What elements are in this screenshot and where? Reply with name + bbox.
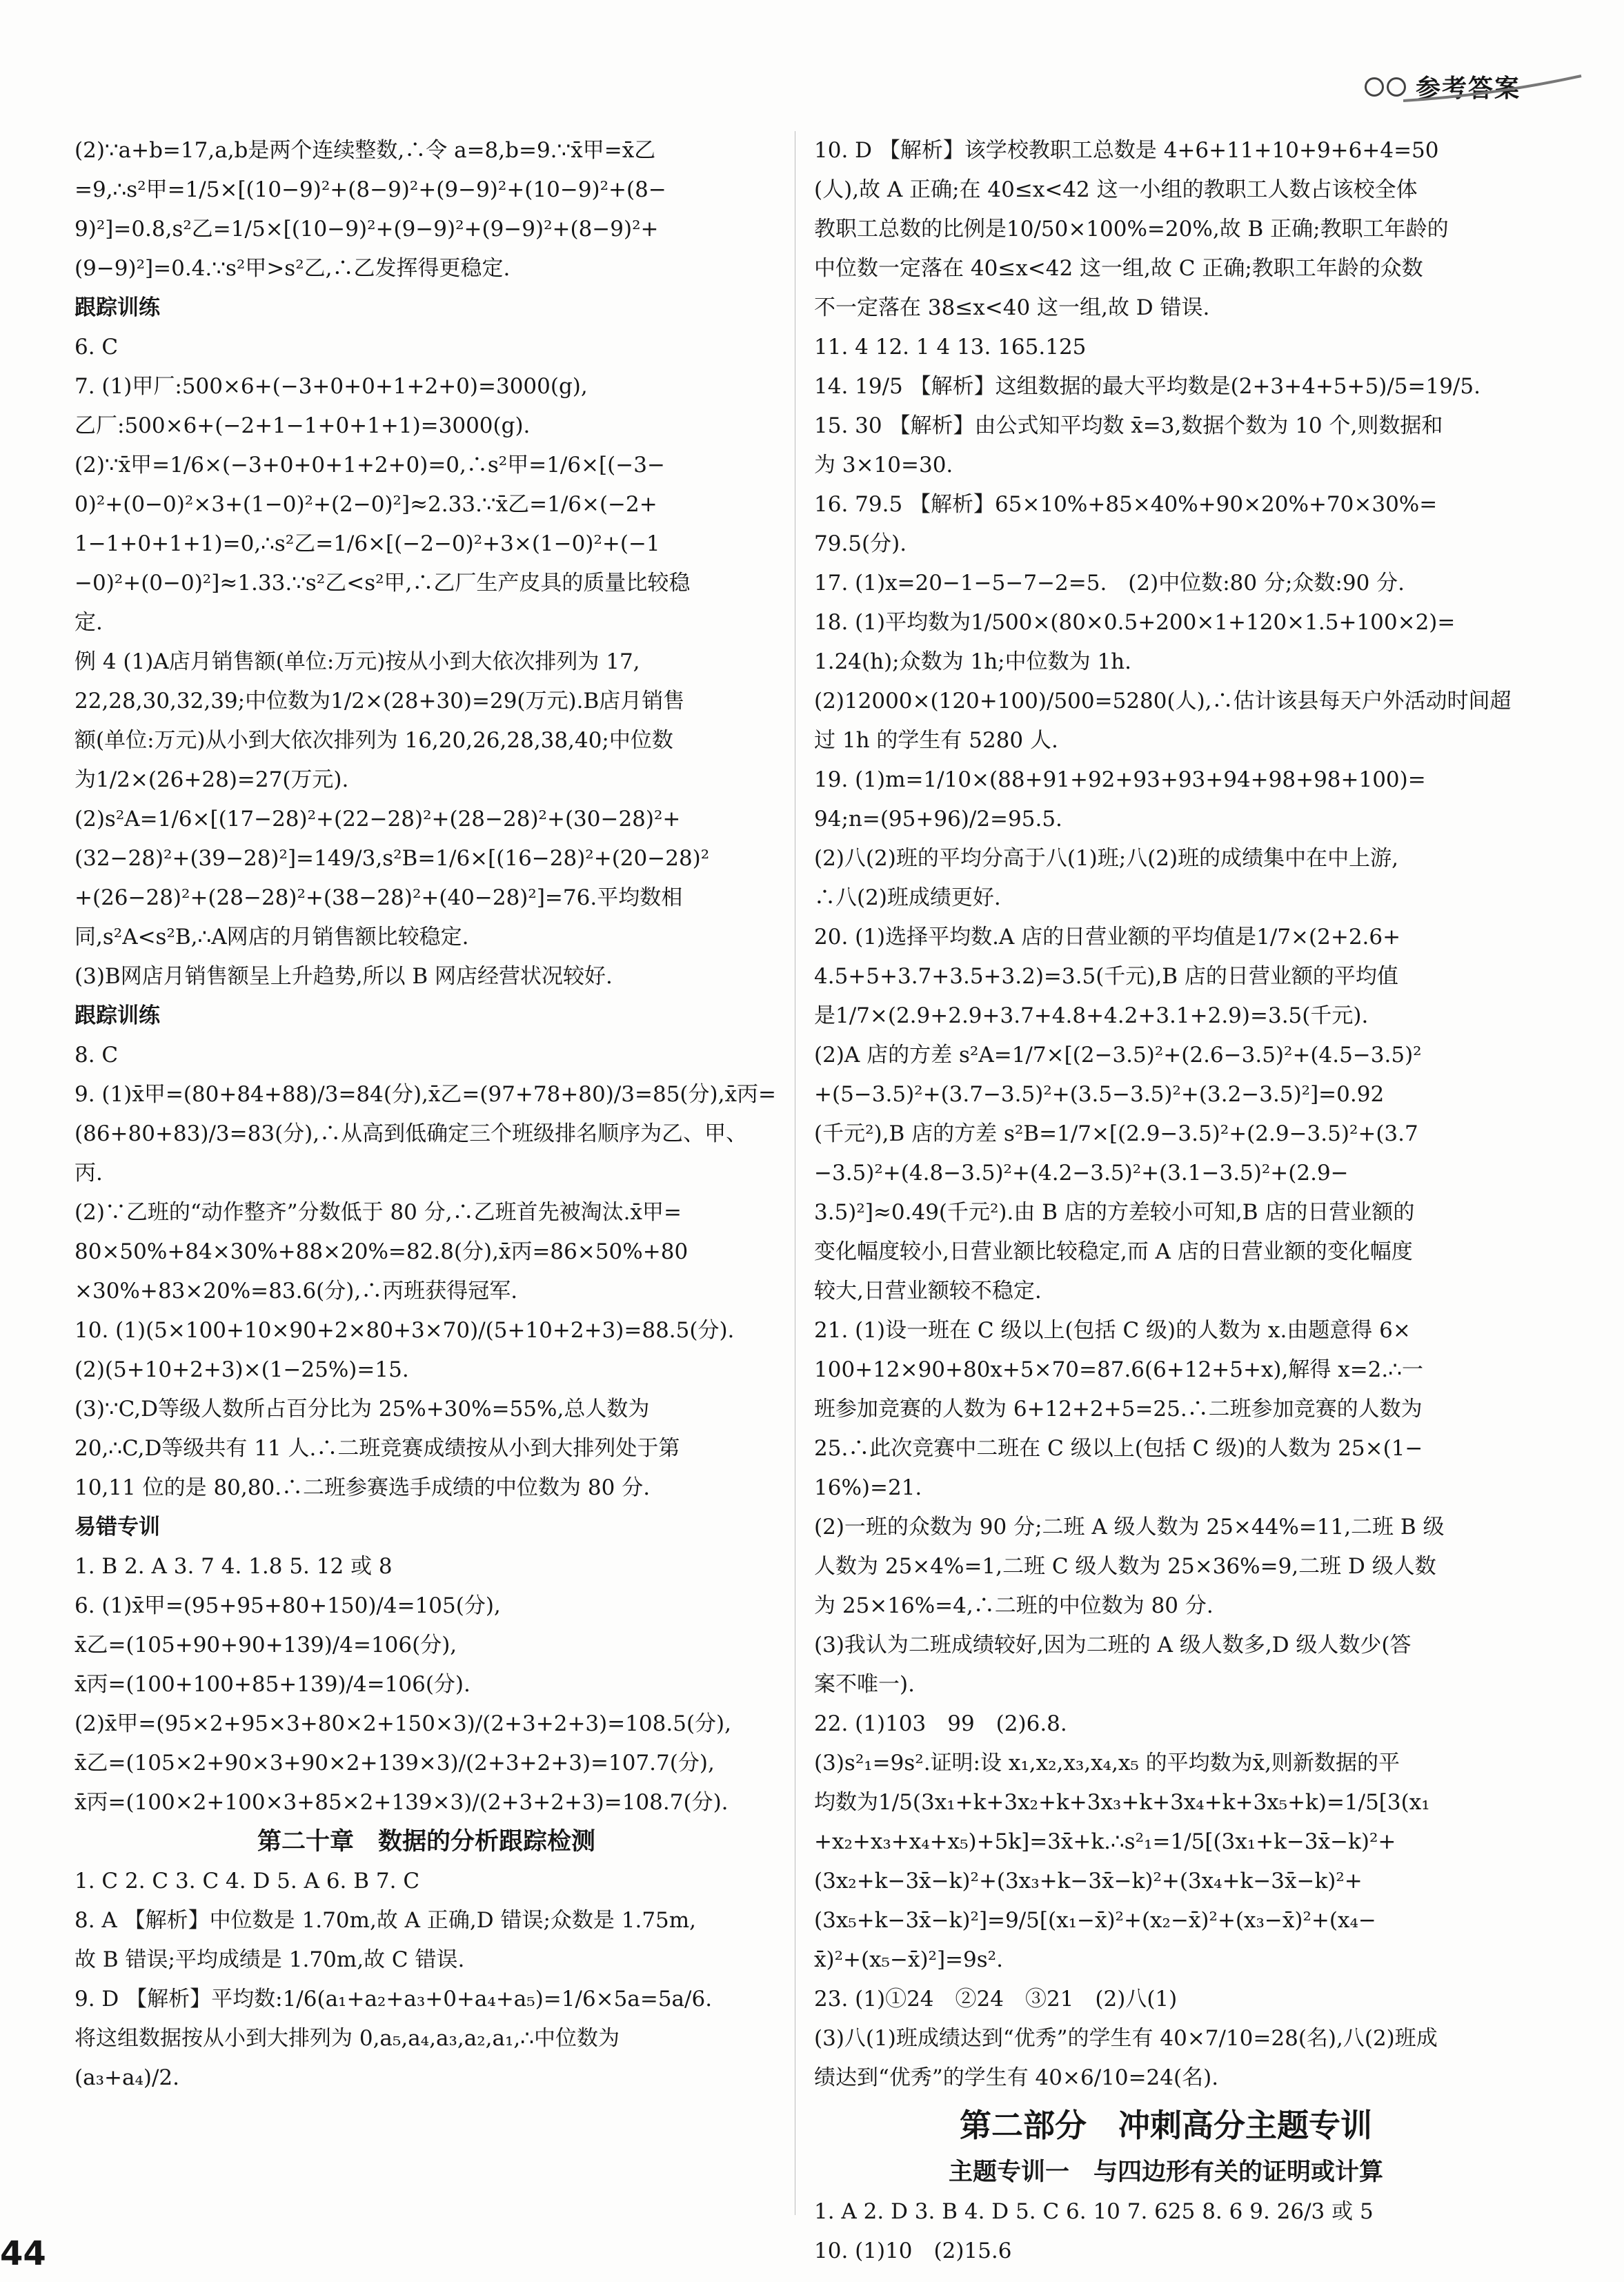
answer-line: 例 4 (1)A店月销售额(单位:万元)按从小到大依次排列为 17, bbox=[75, 649, 640, 674]
answer-line: 额(单位:万元)从小到大依次排列为 16,20,26,28,38,40;中位数 bbox=[75, 728, 673, 753]
answer-line: 第二部分 冲刺高分主题专训 bbox=[960, 2107, 1372, 2144]
left-column bbox=[75, 131, 778, 2098]
answer-line: 中位数一定落在 40≤x<42 这一组,故 C 正确;教职工年龄的众数 bbox=[814, 256, 1423, 281]
answer-line: x̄)²+(x₅−x̄)²]=9s². bbox=[814, 1947, 1003, 1972]
answer-line: 跟踪训练 bbox=[75, 295, 160, 320]
decorative-circles-icon bbox=[1365, 77, 1406, 97]
answer-line: 丙. bbox=[75, 1161, 103, 1186]
answer-line: 25.∴此次竞赛中二班在 C 级以上(包括 C 级)的人数为 25×(1− bbox=[814, 1436, 1423, 1461]
answer-line: 100+12×90+80x+5×70=87.6(6+12+5+x),解得 x=2.∴一 bbox=[814, 1357, 1423, 1382]
decorative-swoosh-icon bbox=[1403, 75, 1583, 102]
answer-line: +(5−3.5)²+(3.7−3.5)²+(3.5−3.5)²+(3.2−3.5)²]=0.92 bbox=[814, 1082, 1385, 1107]
answer-line: 20,∴C,D等级共有 11 人.∴二班竞赛成绩按从小到大排列处于第 bbox=[75, 1436, 680, 1461]
answer-line: 15. 30 【解析】由公式知平均数 x̄=3,数据个数为 10 个,则数据和 bbox=[814, 413, 1443, 438]
answer-line: 21. (1)设一班在 C 级以上(包括 C 级)的人数为 x.由题意得 6× bbox=[814, 1318, 1411, 1343]
answer-line: (2)(5+10+2+3)×(1−25%)=15. bbox=[75, 1357, 409, 1382]
answer-line: 94;n=(95+96)/2=95.5. bbox=[814, 807, 1062, 832]
answer-line: 是1/7×(2.9+2.9+3.7+4.8+4.2+3.1+2.9)=3.5(千元). bbox=[814, 1003, 1369, 1028]
answer-line: 班参加竞赛的人数为 6+12+2+5=25.∴二班参加竞赛的人数为 bbox=[814, 1397, 1423, 1422]
page-number: 44 bbox=[0, 2234, 46, 2273]
answer-line: 6. C bbox=[75, 335, 119, 360]
answer-line: −3.5)²+(4.8−3.5)²+(4.2−3.5)²+(3.1−3.5)²+(2.9− bbox=[814, 1161, 1349, 1186]
answer-line: 1. C 2. C 3. C 4. D 5. A 6. B 7. C bbox=[75, 1869, 420, 1894]
answer-line: 过 1h 的学生有 5280 人. bbox=[814, 728, 1058, 753]
answer-line: 10. (1)10 (2)15.6 bbox=[814, 2239, 1012, 2263]
answer-line: (32−28)²+(39−28)²]=149/3,s²B=1/6×[(16−28)²+(20−28)² bbox=[75, 846, 710, 871]
answer-line: (3x₅+k−3x̄−k)²]=9/5[(x₁−x̄)²+(x₂−x̄)²+(x₃−x̄)²+(x₄− bbox=[814, 1908, 1376, 1933]
answer-line: (86+80+83)/3=83(分),∴从高到低确定三个班级排名顺序为乙、甲、 bbox=[75, 1121, 748, 1146]
answer-line: (9−9)²]=0.4.∵s²甲>s²乙,∴乙发挥得更稳定. bbox=[75, 256, 511, 281]
answer-line: 跟踪训练 bbox=[75, 1003, 160, 1028]
answer-line: 案不唯一). bbox=[814, 1672, 915, 1697]
answer-line: (3)我认为二班成绩较好,因为二班的 A 级人数多,D 级人数少(答 bbox=[814, 1633, 1412, 1658]
answer-line: 1−1+0+1+1)=0,∴s²乙=1/6×[(−2−0)²+3×(1−0)²+(−1 bbox=[75, 531, 660, 556]
answer-line: =9,∴s²甲=1/5×[(10−9)²+(8−9)²+(9−9)²+(10−9)²+(8− bbox=[75, 177, 666, 202]
answer-line: x̄乙=(105+90+90+139)/4=106(分), bbox=[75, 1633, 457, 1658]
answer-line: 为 25×16%=4,∴二班的中位数为 80 分. bbox=[814, 1593, 1214, 1618]
answer-line: x̄丙=(100×2+100×3+85×2+139×3)/(2+3+2+3)=108.7(分). bbox=[75, 1790, 729, 1815]
answer-line: 人数为 25×4%=1,二班 C 级人数为 25×36%=9,二班 D 级人数 bbox=[814, 1554, 1436, 1579]
answer-line: 7. (1)甲厂:500×6+(−3+0+0+1+2+0)=3000(g), bbox=[75, 374, 588, 399]
answer-line: (3)八(1)班成绩达到“优秀”的学生有 40×7/10=28(名),八(2)班成 bbox=[814, 2026, 1438, 2051]
answer-line: 变化幅度较小,日营业额比较稳定,而 A 店的日营业额的变化幅度 bbox=[814, 1239, 1413, 1264]
answer-line: 为 3×10=30. bbox=[814, 453, 953, 478]
answer-line: ∴八(2)班成绩更好. bbox=[814, 885, 1001, 910]
answer-line: 19. (1)m=1/10×(88+91+92+93+93+94+98+98+100)= bbox=[814, 767, 1426, 792]
answer-line: 第二十章 数据的分析跟踪检测 bbox=[257, 1828, 595, 1856]
answer-line: 22. (1)103 99 (2)6.8. bbox=[814, 1711, 1067, 1736]
answer-line: 11. 4 12. 1 4 13. 165.125 bbox=[814, 335, 1087, 360]
answer-line: (2)∵a+b=17,a,b是两个连续整数,∴令 a=8,b=9.∵x̄甲=x̄乙 bbox=[75, 138, 656, 163]
answer-line: 8. C bbox=[75, 1043, 119, 1068]
answer-line: 教职工总数的比例是10/50×100%=20%,故 B 正确;教职工年龄的 bbox=[814, 217, 1449, 242]
answer-line: 8. A 【解析】中位数是 1.70m,故 A 正确,D 错误;众数是 1.75m, bbox=[75, 1908, 697, 1933]
answer-line: (3)∵C,D等级人数所占百分比为 25%+30%=55%,总人数为 bbox=[75, 1397, 650, 1422]
answer-line: 不一定落在 38≤x<40 这一组,故 D 错误. bbox=[814, 295, 1210, 320]
answer-line: (2)∵x̄甲=1/6×(−3+0+0+1+2+0)=0,∴s²甲=1/6×[(−3− bbox=[75, 453, 665, 478]
answer-line: 0)²+(0−0)²×3+(1−0)²+(2−0)²]≈2.33.∵x̄乙=1/6×(−2+ bbox=[75, 492, 657, 517]
answer-line: 均数为1/5(3x₁+k+3x₂+k+3x₃+k+3x₄+k+3x₅+k)=1/5[3(x₁ bbox=[814, 1790, 1430, 1815]
answer-line: 故 B 错误;平均成绩是 1.70m,故 C 错误. bbox=[75, 1947, 465, 1972]
answer-line: 乙厂:500×6+(−2+1−1+0+1+1)=3000(g). bbox=[75, 413, 531, 438]
answer-line: 9)²]=0.8,s²乙=1/5×[(10−9)²+(9−9)²+(9−9)²+(8−9)²+ bbox=[75, 217, 659, 242]
answer-line: 6. (1)x̄甲=(95+95+80+150)/4=105(分), bbox=[75, 1593, 501, 1618]
answer-line: 22,28,30,32,39;中位数为1/2×(28+30)=29(万元).B店月销售 bbox=[75, 689, 685, 714]
answer-line: 79.5(分). bbox=[814, 531, 907, 556]
answer-line: 4.5+5+3.7+3.5+3.2)=3.5(千元),B 店的日营业额的平均值 bbox=[814, 964, 1398, 989]
answer-line: 1. B 2. A 3. 7 4. 1.8 5. 12 或 8 bbox=[75, 1554, 393, 1579]
answer-line: 易错专训 bbox=[75, 1515, 160, 1540]
answer-line: 20. (1)选择平均数.A 店的日营业额的平均值是1/7×(2+2.6+ bbox=[814, 925, 1401, 950]
answer-line: 3.5)²]≈0.49(千元²).由 B 店的方差较小可知,B 店的日营业额的 bbox=[814, 1200, 1415, 1225]
header-title: 参考答案 bbox=[1415, 75, 1521, 103]
answer-line: (2)x̄甲=(95×2+95×3+80×2+150×3)/(2+3+2+3)=108.5(分), bbox=[75, 1711, 731, 1736]
answer-line: 16%)=21. bbox=[814, 1475, 922, 1500]
answer-line: (2)A 店的方差 s²A=1/7×[(2−3.5)²+(2.6−3.5)²+(4.5−3.5)² bbox=[814, 1043, 1422, 1068]
answer-line: 10. (1)(5×100+10×90+2×80+3×70)/(5+10+2+3)=88.5(分). bbox=[75, 1318, 735, 1343]
answer-line: 1.24(h);众数为 1h;中位数为 1h. bbox=[814, 649, 1132, 674]
answer-line: 16. 79.5 【解析】65×10%+85×40%+90×20%+70×30%= bbox=[814, 492, 1438, 517]
answer-line: (2)∵乙班的“动作整齐”分数低于 80 分,∴乙班首先被淘汰.x̄甲= bbox=[75, 1200, 682, 1225]
answer-line: +(26−28)²+(28−28)²+(38−28)²+(40−28)²]=76.平均数相 bbox=[75, 885, 683, 910]
answer-line: 为1/2×(26+28)=27(万元). bbox=[75, 767, 349, 792]
answer-line: 绩达到“优秀”的学生有 40×6/10=24(名). bbox=[814, 2065, 1219, 2090]
answer-line: −0)²+(0−0)²]≈1.33.∵s²乙<s²甲,∴乙厂生产皮具的质量比较稳 bbox=[75, 571, 691, 596]
answer-line: 10,11 位的是 80,80.∴二班参赛选手成绩的中位数为 80 分. bbox=[75, 1475, 651, 1500]
answer-line: 80×50%+84×30%+88×20%=82.8(分),x̄丙=86×50%+80 bbox=[75, 1239, 689, 1264]
answer-line: 10. D 【解析】该学校教职工总数是 4+6+11+10+9+6+4=50 bbox=[814, 138, 1439, 163]
answer-line: (2)12000×(120+100)/500=5280(人),∴估计该县每天户外活动时间超 bbox=[814, 689, 1512, 714]
answer-line: x̄乙=(105×2+90×3+90×2+139×3)/(2+3+2+3)=107.7(分), bbox=[75, 1751, 715, 1776]
answer-line: (a₃+a₄)/2. bbox=[75, 2065, 180, 2090]
answer-line: (2)s²A=1/6×[(17−28)²+(22−28)²+(28−28)²+(30−28)²+ bbox=[75, 807, 681, 832]
answer-line: 1. A 2. D 3. B 4. D 5. C 6. 10 7. 625 8. 6 9. 26/3 或 5 bbox=[814, 2199, 1374, 2224]
answer-line: 主题专训一 与四边形有关的证明或计算 bbox=[948, 2158, 1383, 2186]
answer-line: 同,s²A<s²B,∴A网店的月销售额比较稳定. bbox=[75, 925, 469, 950]
answer-line: (2)八(2)班的平均分高于八(1)班;八(2)班的成绩集中在中上游, bbox=[814, 846, 1398, 871]
answer-line: (3x₂+k−3x̄−k)²+(3x₃+k−3x̄−k)²+(3x₄+k−3x̄−k)²+ bbox=[814, 1869, 1363, 1894]
answer-line: (千元²),B 店的方差 s²B=1/7×[(2.9−3.5)²+(2.9−3.5)²+(3.7 bbox=[814, 1121, 1418, 1146]
answer-line: 18. (1)平均数为1/500×(80×0.5+200×1+120×1.5+100×2)= bbox=[814, 610, 1456, 635]
answer-line: 9. (1)x̄甲=(80+84+88)/3=84(分),x̄乙=(97+78+80)/3=85(分),x̄丙= bbox=[75, 1082, 776, 1107]
right-column bbox=[814, 131, 1518, 2271]
answer-line: (3)B网店月销售额呈上升趋势,所以 B 网店经营状况较好. bbox=[75, 964, 613, 989]
answer-line: (2)一班的众数为 90 分;二班 A 级人数为 25×44%=11,二班 B 级 bbox=[814, 1515, 1445, 1540]
answer-line: 14. 19/5 【解析】这组数据的最大平均数是(2+3+4+5+5)/5=19/5. bbox=[814, 374, 1481, 399]
answer-line: (人),故 A 正确;在 40≤x<42 这一小组的教职工人数占该校全体 bbox=[814, 177, 1418, 202]
answer-line: 9. D 【解析】平均数:1/6(a₁+a₂+a₃+0+a₄+a₅)=1/6×5a=5a/6. bbox=[75, 1987, 713, 2011]
answer-line: ×30%+83×20%=83.6(分),∴丙班获得冠军. bbox=[75, 1279, 518, 1304]
answer-line: x̄丙=(100+100+85+139)/4=106(分). bbox=[75, 1672, 471, 1697]
answer-line: (3)s²₁=9s².证明:设 x₁,x₂,x₃,x₄,x₅ 的平均数为x̄,则新数据的平 bbox=[814, 1751, 1400, 1776]
answer-line: +x₂+x₃+x₄+x₅)+5k]=3x̄+k.∴s²₁=1/5[(3x₁+k−3x̄−k)²+ bbox=[814, 1829, 1396, 1854]
answer-line: 将这组数据按从小到大排列为 0,a₅,a₄,a₃,a₂,a₁,∴中位数为 bbox=[75, 2026, 620, 2051]
answer-line: 23. (1)①24 ②24 ③21 (2)八(1) bbox=[814, 1987, 1178, 2011]
answer-line: 定. bbox=[75, 610, 103, 635]
answer-line: 17. (1)x=20−1−5−7−2=5. (2)中位数:80 分;众数:90 分. bbox=[814, 571, 1405, 596]
answer-line: 较大,日营业额较不稳定. bbox=[814, 1279, 1042, 1304]
